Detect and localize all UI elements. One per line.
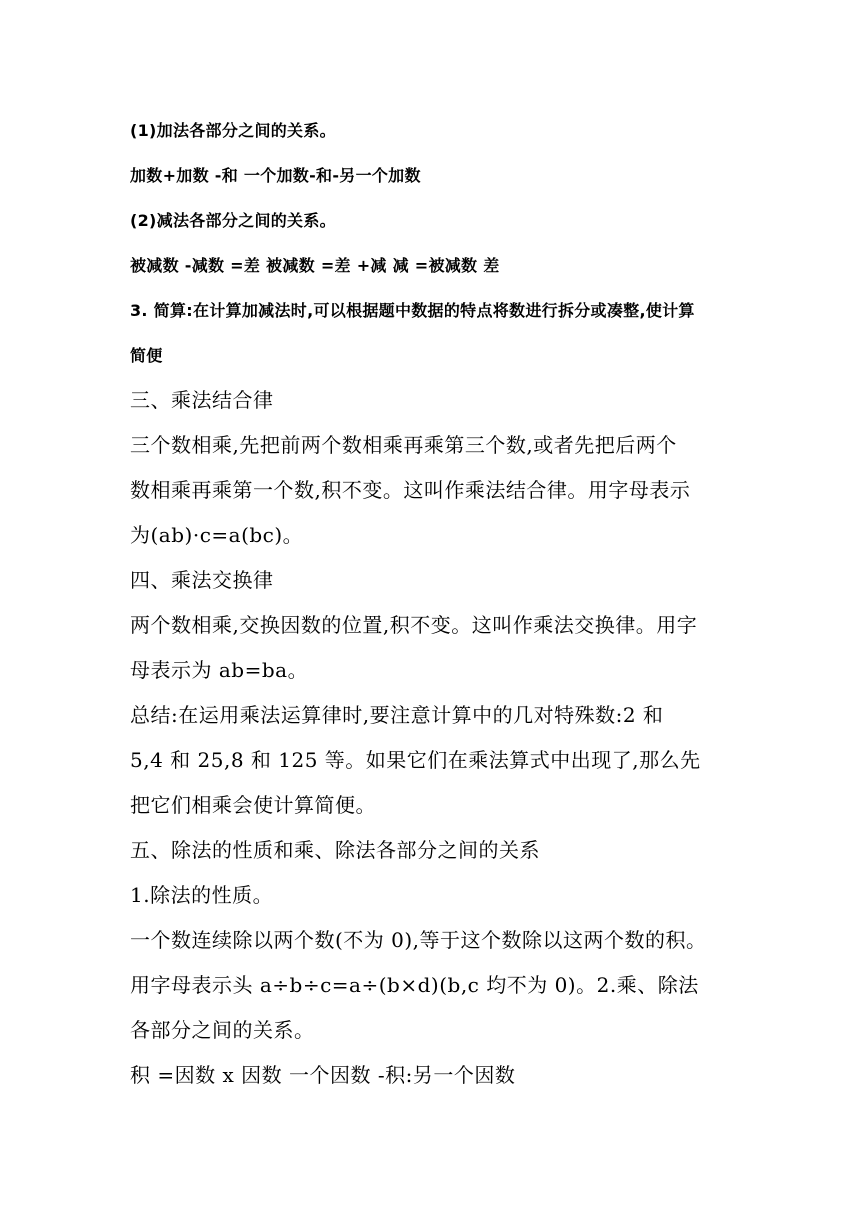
division-property-heading: 1.除法的性质。 xyxy=(130,883,274,907)
addition-relation-formula: 加数+加数 -和 一个加数-和-另一个加数 xyxy=(130,166,421,185)
simplification-text-line-2: 简便 xyxy=(130,346,163,365)
associative-law-line-1: 三个数相乘,先把前两个数相乘再乘第三个数,或者先把后两个 xyxy=(130,433,677,457)
division-property-line-2: 用字母表示头 a÷b÷c=a÷(b×d)(b,c 均不为 0)。2.乘、除法 xyxy=(130,973,699,997)
section-5-heading: 五、除法的性质和乘、除法各部分之间的关系 xyxy=(130,838,540,862)
subtraction-relation-heading: (2)减法各部分之间的关系。 xyxy=(130,211,336,230)
commutative-law-line-2: 母表示为 ab=ba。 xyxy=(130,658,309,682)
division-property-line-1: 一个数连续除以两个数(不为 0),等于这个数除以这两个数的积。 xyxy=(130,928,707,952)
summary-line-2: 5,4 和 25,8 和 125 等。如果它们在乘法算式中出现了,那么先 xyxy=(130,748,701,772)
associative-law-line-2: 数相乘再乘第一个数,积不变。这叫作乘法结合律。用字母表示 xyxy=(130,478,691,502)
section-3-heading: 三、乘法结合律 xyxy=(130,388,274,412)
summary-line-3: 把它们相乘会使计算简便。 xyxy=(130,793,376,817)
simplification-text-line-1: 3. 简算:在计算加减法时,可以根据题中数据的特点将数进行拆分或凑整,使计算 xyxy=(130,301,695,320)
section-4-heading: 四、乘法交换律 xyxy=(130,568,274,592)
subtraction-relation-formula: 被减数 -减数 =差 被减数 =差 +减 减 =被减数 差 xyxy=(130,256,500,275)
commutative-law-line-1: 两个数相乘,交换因数的位置,积不变。这叫作乘法交换律。用字 xyxy=(130,613,698,637)
associative-law-line-3: 为(ab)·c=a(bc)。 xyxy=(130,523,304,547)
division-property-line-3: 各部分之间的关系。 xyxy=(130,1018,315,1042)
summary-line-1: 总结:在运用乘法运算律时,要注意计算中的几对特殊数:2 和 xyxy=(130,703,664,727)
addition-relation-heading: (1)加法各部分之间的关系。 xyxy=(130,121,336,140)
multiplication-relation-formula: 积 =因数 x 因数 一个因数 -积:另一个因数 xyxy=(130,1063,516,1087)
